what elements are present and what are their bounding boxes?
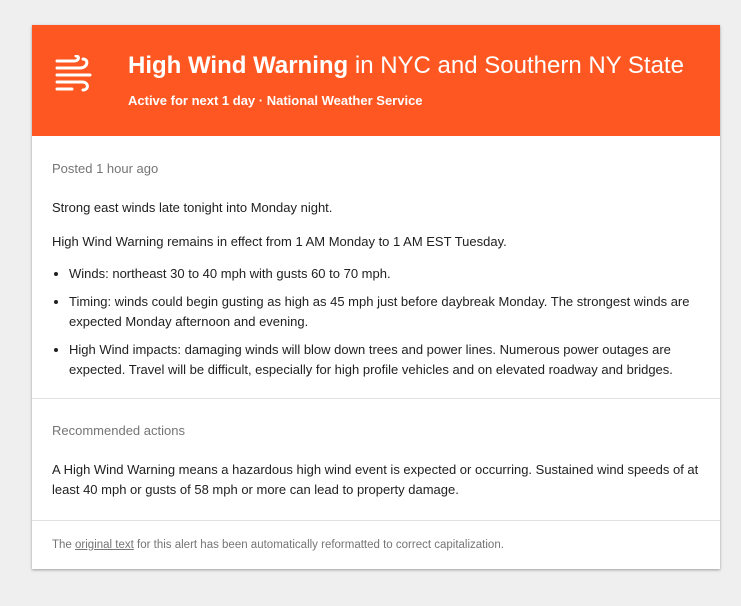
alert-subtitle: Active for next 1 day · National Weather Service — [128, 93, 423, 108]
footer-note — [32, 521, 720, 569]
alert-title — [128, 52, 684, 80]
alert-card — [32, 25, 720, 569]
wind-icon — [54, 55, 96, 93]
footer-suffix: for this alert has been automatically reformatted to correct capitalization. — [133, 539, 504, 551]
alert-bullets — [52, 264, 700, 380]
footer-prefix: The — [52, 539, 76, 551]
recommended-text: A High Wind Warning means a hazardous high wind event is expected or occurring. Sustained wind speeds of at least 40 mph or gusts of 58 mph or more can lead to property damage. — [52, 462, 699, 497]
alert-effect: High Wind Warning remains in effect from 1 AM Monday to 1 AM EST Tuesday. — [52, 234, 507, 249]
recommended-section — [32, 399, 720, 521]
alert-details-section — [32, 136, 720, 399]
alert-summary: Strong east winds late tonight into Monday night. — [52, 200, 333, 215]
posted-time: Posted 1 hour ago — [52, 161, 159, 176]
recommended-heading: Recommended actions — [52, 423, 185, 438]
alert-header — [32, 25, 720, 136]
alert-title-rest: in NYC and Southern NY State — [348, 52, 684, 79]
bullet-timing: • Timing: winds could begin gusting as high as 45 mph just before daybreak Monday. The strongest winds are expected Monday afternoon and evening. — [69, 292, 700, 332]
bullet-impacts: • High Wind impacts: damaging winds will blow down trees and power lines. Numerous power outages are expected. Travel will be difficult, especially for high profile vehicles and on elevated roadway and bridges. — [69, 340, 700, 380]
alert-title-bold: High Wind Warning — [128, 52, 349, 79]
original-text-link[interactable]: original text — [75, 539, 134, 551]
bullet-winds: • Winds: northeast 30 to 40 mph with gusts 60 to 70 mph. — [69, 264, 700, 284]
